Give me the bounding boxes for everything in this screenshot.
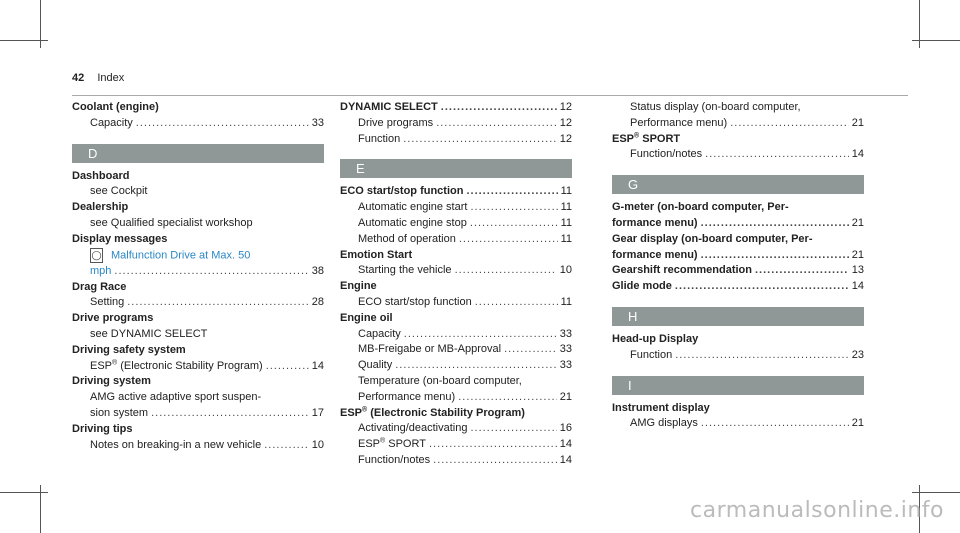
entry-heading[interactable]: formance menu) ..... 21 [612,248,864,264]
entry-heading: Display messages [72,232,168,245]
entry-sub[interactable]: MB-Freigabe or MB-Approval ..... 33 [340,342,572,358]
entry-sub[interactable]: sion system ..... 17 [72,406,324,422]
entry-sub[interactable]: Function ..... 23 [612,348,864,364]
entry-heading[interactable]: formance menu) ..... 21 [612,216,864,232]
watermark: carmanualsonline.info [690,498,944,523]
entry-sub[interactable]: Function/notes ..... 14 [340,453,572,469]
entry-heading: Driving safety system [72,343,186,356]
section-bar-g: G [612,175,864,194]
entry-heading: Dealership [72,201,129,214]
entry-heading: Dashboard [72,169,130,182]
entry-sub[interactable]: Automatic engine stop ..... 11 [340,216,572,232]
entry-heading: Engine [340,280,377,293]
entry-sub-line[interactable]: Status display (on-board computer, [630,101,801,113]
entry-heading: Instrument display [612,401,710,414]
page-header [72,72,124,84]
entry-sub[interactable]: Quality ..... 33 [340,358,572,374]
entry-sub[interactable]: AMG displays ..... 21 [612,416,864,432]
crop-mark [0,40,48,41]
entry-sub[interactable]: Capacity ..... 33 [340,327,572,343]
entry-heading: Coolant (engine) [72,101,159,113]
section-bar-i: I [612,376,864,395]
entry-sub[interactable]: Function/notes ..... 14 [612,147,864,163]
entry-see[interactable]: see DYNAMIC SELECT [90,327,208,340]
entry-heading: G-meter (on-board computer, Per- [612,201,789,214]
entry-sub[interactable]: Function ..... 12 [340,132,572,148]
entry-sub[interactable]: ESP® (Electronic Stability Program) ..... 14 [72,359,324,375]
entry-heading[interactable]: ECO start/stop function ..... 11 [340,184,572,200]
entry-heading: Emotion Start [340,248,413,261]
section-title: Index [97,72,125,84]
entry-sub[interactable]: Drive programs ..... 12 [340,116,572,132]
entry-sub[interactable]: Performance menu) ..... 21 [612,116,864,132]
malfunction-icon: ◯ [90,248,103,263]
entry-heading: Engine oil [340,311,393,324]
crop-mark [0,492,48,493]
entry-sub-line[interactable]: Temperature (on-board computer, [358,374,522,387]
display-message-line[interactable]: ◯ Malfunction Drive at Max. 50 [91,248,251,261]
entry-heading[interactable]: Gearshift recommendation ..... 13 [612,263,864,279]
section-bar-d: D [72,144,324,163]
index-column-2 [340,100,572,469]
entry-sub[interactable]: Performance menu) ..... 21 [340,390,572,406]
index-column-1 [72,100,324,453]
crop-mark [912,40,960,41]
entry-heading: ESP® (Electronic Stability Program) [340,405,525,419]
entry-heading: ESP® SPORT [612,131,681,145]
entry-heading[interactable]: DYNAMIC SELECT ..... 12 [340,100,572,116]
entry-heading: Drive programs [72,312,154,325]
entry-sub[interactable]: ESP® SPORT ..... 14 [340,437,572,453]
entry-heading: Gear display (on-board computer, Per- [612,232,813,245]
crop-mark [912,492,960,493]
entry-see[interactable]: see Qualified specialist workshop [90,216,253,229]
entry-see[interactable]: see Cockpit [90,185,148,198]
entry-heading[interactable]: Glide mode ..... 14 [612,279,864,295]
section-bar-h: H [612,307,864,326]
entry-sub[interactable]: Automatic engine start ..... 11 [340,200,572,216]
page-number: 42 [72,72,85,84]
entry-heading: Driving tips [72,422,133,435]
entry-sub[interactable]: Notes on breaking-in a new vehicle ..... 10 [72,438,324,454]
entry-sub[interactable]: Starting the vehicle ..... 10 [340,263,572,279]
header-rule [72,95,908,96]
entry-heading: Driving system [72,375,151,388]
entry-heading: Drag Race [72,280,127,293]
entry-sub[interactable]: Method of operation ..... 11 [340,232,572,248]
entry-sub[interactable]: ECO start/stop function ..... 11 [340,295,572,311]
entry-sub-line[interactable]: AMG active adaptive sport suspen- [90,391,262,404]
entry-heading: Head-up Display [612,332,699,345]
section-bar-e: E [340,159,572,178]
entry-sub[interactable]: mph ..... 38 [72,264,324,280]
entry-sub[interactable]: Capacity ..... 33 [72,116,324,132]
entry-sub[interactable]: Setting ..... 28 [72,295,324,311]
entry-sub[interactable]: Activating/deactivating ..... 16 [340,421,572,437]
index-column-3 [612,100,864,432]
